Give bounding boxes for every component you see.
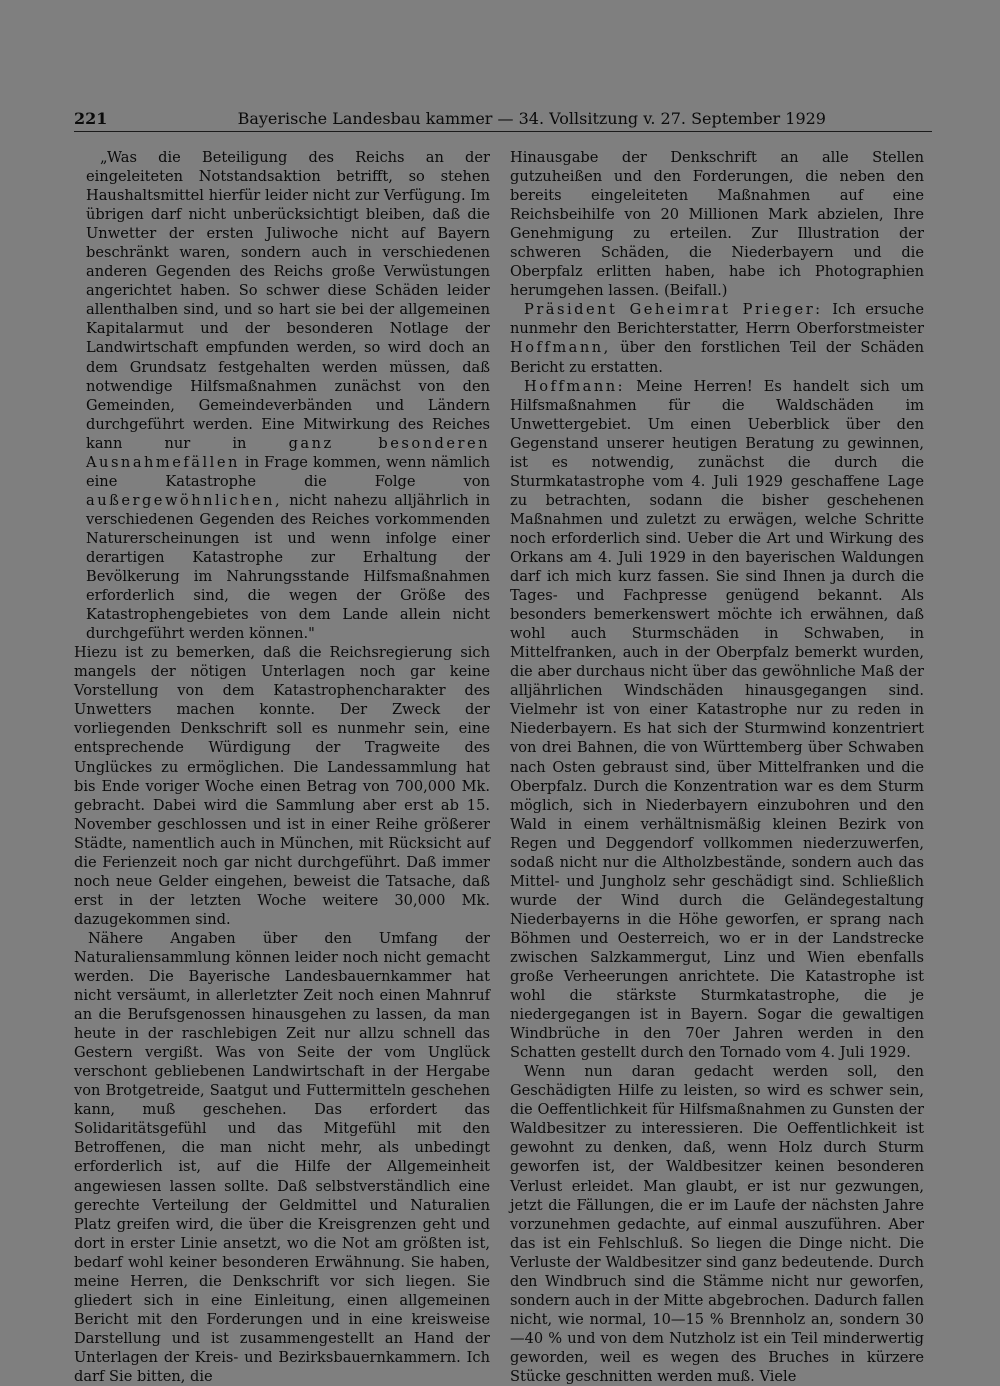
paragraph xyxy=(510,377,924,1063)
text-run: Ich ersuche nunmehr den Berichterstatter, Herrn Oberforstmeister xyxy=(510,301,925,338)
right-column xyxy=(510,148,924,1386)
paragraph: Nähere Angaben über den Umfang der Naturaliensammlung können leider noch nicht gemacht werden. Die Bayerische Landesbauernkammer hat nicht versäumt, in allerletzter Zeit noch einen Mahnruf an die Berufsgenossen hinausgehen zu lassen, da man heute in der raschlebigen Zeit nur allzu schnell das Gestern vergißt. Was von Seite der vom Unglück verschont gebliebenen Landwirtschaft in der Hergabe von Brotgetreide, Saatgut und Futtermitteln geschehen kann, muß geschehen. Das erfordert das Solidaritätsgefühl und das Mitgefühl mit den Betroffenen, die man nicht mehr, als unbedingt erforderlich ist, auf die Hilfe der Allgemeinheit angewiesen lassen sollte. Daß selbstverständlich eine gerechte Verteilung der Geldmittel und Naturalien Platz greifen wird, die über die Kreisgrenzen geht und dort in erster Linie ansetzt, wo die Not am größten ist, bedarf wohl keiner besonderen Erwähnung. Sie haben, meine Herren, die Denkschrift vor sich liegen. Sie gliedert sich in eine Einleitung, einen allgemeinen Bericht mit den Forderungen und in eine kreisweise Darstellung und ist zusammengestellt an Hand der Unterlagen der Kreis- und Bezirksbauernkammern. Ich darf Sie bitten, die xyxy=(74,929,490,1385)
text-run: „Was die Beteiligung des Reichs an der eingeleiteten Notstandsaktion betrifft, so stehen Haushaltsmittel hierfür leider nicht zur Verfügung. Im übrigen darf nicht unberücksichtigt bleiben, daß die Unwetter der ersten Juliwoche nicht auf Bayern beschränkt waren, sondern auch in verschiedenen anderen Gegenden des Reichs große Verwüstungen angerichtet haben. So schwer diese Schäden leider allenthalben sind, und so hart sie bei der allgemeinen Kapitalarmut und der besonderen Notlage der Landwirtschaft empfunden werden, so wird doch an dem Grundsatz festgehalten werden müssen, daß notwendige Hilfsmaßnahmen zunächst von den Gemeinden, Gemeindeverbänden und Ländern durchgeführt werden. Eine Mitwirkung des Reiches kann nur in xyxy=(86,149,490,452)
spaced-text: außergewöhnlichen, xyxy=(86,491,283,509)
paragraph xyxy=(86,148,490,643)
text-run: in Frage kommen, wenn nämlich eine Katastrophe die Folge von xyxy=(86,453,491,490)
left-column xyxy=(74,148,490,1386)
speaker-name: Präsident Geheimrat Prieger: xyxy=(524,301,823,319)
text-run: über den forstlichen Teil der Schäden Bericht zu erstatten. xyxy=(510,339,925,376)
speaker-name: Hoffmann: xyxy=(524,377,626,395)
text-run: nicht nahezu alljährlich in verschiedenen Gegenden des Reiches vorkommenden Naturerscheinungen ist und wenn infolge einer derartigen Katastrophe zur Erhaltung der Bevölkerung im Nahrungsstande Hilfsmaßnahmen erforderlich sind, die wegen der Größe des Katastrophengebietes von dem Lande allein nicht durchgeführt werden können." xyxy=(86,491,490,643)
paragraph xyxy=(510,300,924,376)
spaced-text: Hoffmann, xyxy=(510,339,611,357)
page-header xyxy=(74,108,932,130)
header-rule xyxy=(74,131,932,132)
spaced-text: ganz besonderen Ausnahmefällen xyxy=(86,434,490,471)
text-run: Meine Herren! Es handelt sich um Hilfsmaßnahmen für die Waldschäden im Unwettergebiet. Um einen Ueberblick über den Gegenstand unserer heutigen Beratung zu gewinnen, ist es notwendig, zunächst die durch die Sturmkatastrophe vom 4. Juli 1929 geschaffene Lage zu betrachten, sodann die bisher geschehenen Maßnahmen und zuletzt zu erwägen, welche Schritte noch erforderlich sind. Ueber die Art und Wirkung des Orkans am 4. Juli 1929 in den bayerischen Waldungen darf ich mich kurz fassen. Sie sind Ihnen ja durch die Tages- und Fachpresse genügend bekannt. Als besonders bemerkenswert möchte ich erwähnen, daß wohl auch Sturmschäden in Schwaben, in Mittelfranken, auch in der Oberpfalz bemerkt wurden, die aber durchaus nicht über das gewöhnliche Maß der alljährlichen Windschäden hinausgegangen sind. Vielmehr ist von einer Katastrophe nur zu reden in Niederbayern. Es hat sich der Sturmwind konzentriert von drei Bahnen, die von Württemberg über Schwaben nach Osten gebraust sind, über Mittelfranken und die Oberpfalz. Durch die Konzentration war es dem Sturm möglich, sich in Niederbayern einzubohren und den Wald in einem verhältnismäßig kleinen Bezirk von Regen und Deggendorf vollkommen niederzuwerfen, sodaß nicht nur die Altholzbestände, sondern auch das Mittel- und Jungholz sehr geschädigt sind. Schließlich wurde der Wind durch die Geländegestaltung Niederbayerns in die Höhe geworfen, er sprang nach Böhmen und Oesterreich, wo er in der Landstrecke zwischen Salzkammergut, Linz und Wien ebenfalls große Verheerungen anrichtete. Die Katastrophe ist wohl die stärkste Sturmkatastrophe, die je niedergegangen ist in Bayern. Sogar die gewaltigen Windbrüche in den 70er Jahren werden in den Schatten gestellt durch den Tornado vom 4. Juli 1929. xyxy=(510,377,925,1062)
page-number: 221 xyxy=(74,109,108,128)
paragraph: Hinausgabe der Denkschrift an alle Stellen gutzuheißen und den Forderungen, die neben den bereits eingeleiteten Maßnahmen auf eine Reichsbeihilfe von 20 Millionen Mark abzielen, Ihre Genehmigung zu erteilen. Zur Illustration der schweren Schäden, die Niederbayern und die Oberpfalz erlitten haben, habe ich Photographien herumgehen lassen. (Beifall.) xyxy=(510,149,924,300)
paragraph: Hiezu ist zu bemerken, daß die Reichsregierung sich mangels der nötigen Unterlagen noch gar keine Vorstellung von dem Katastrophencharakter des Unwetters machen konnte. Der Zweck der vorliegenden Denkschrift soll es nunmehr sein, eine entsprechende Würdigung der Tragweite des Unglückes zu ermöglichen. Die Landessammlung hat bis Ende voriger Woche einen Betrag von 700,000 Mk. gebracht. Dabei wird die Sammlung aber erst ab 15. November geschlossen und ist in einer Reihe größerer Städte, namentlich auch in München, mit Rücksicht auf die Ferienzeit noch gar nicht durchgeführt. Daß immer noch neue Gelder eingehen, beweist die Tatsache, daß erst in der letzten Woche weitere 30,000 Mk. dazugekommen sind. xyxy=(74,644,490,928)
running-title: Bayerische Landesbau kammer — 34. Vollsitzung v. 27. September 1929 xyxy=(237,109,826,128)
paragraph: Wenn nun daran gedacht werden soll, den Geschädigten Hilfe zu leisten, so wird es schwer sein, die Oeffentlichkeit für Hilfsmaßnahmen zu Gunsten der Waldbesitzer zu interessieren. Die Oeffentlichkeit ist gewohnt zu denken, daß, wenn Holz durch Sturm geworfen ist, der Waldbesitzer keinen besonderen Verlust erleidet. Man glaubt, er ist nur gezwungen, jetzt die Fällungen, die er im Laufe der nächsten Jahre vorzunehmen gedachte, auf einmal auszuführen. Aber das ist ein Fehlschluß. So liegen die Dinge nicht. Die Verluste der Waldbesitzer sind ganz bedeutende. Durch den Windbruch sind die Stämme nicht nur geworfen, sondern auch in der Mitte abgebrochen. Dadurch fallen nicht, wie normal, 10—15 % Brennholz an, sondern 30—40 % und von dem Nutzholz ist ein Teil minderwertig geworden, weil es wegen des Bruches in kürzere Stücke geschnitten werden muß. Viele xyxy=(510,1063,924,1385)
